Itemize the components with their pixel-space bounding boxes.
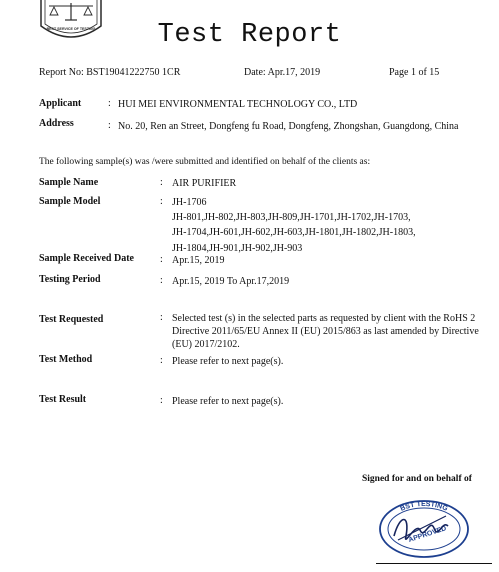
- sample-name-value: AIR PURIFIER: [172, 178, 237, 189]
- test-requested-colon: :: [160, 312, 163, 323]
- address-label: Address: [39, 118, 74, 129]
- sample-received-date-colon: :: [160, 254, 163, 265]
- report-date-label: Date:: [244, 67, 266, 78]
- intro-text: The following sample(s) was /were submitted and identified on behalf of the clients as:: [39, 157, 371, 167]
- sample-model-label: Sample Model: [39, 196, 101, 207]
- sample-name-colon: :: [160, 177, 163, 188]
- signature-line: [376, 563, 492, 564]
- sample-received-date-label: Sample Received Date: [39, 253, 134, 264]
- testing-period-value: Apr.15, 2019 To Apr.17,2019: [172, 276, 290, 287]
- test-requested-line: (EU) 2017/2102.: [172, 339, 240, 351]
- report-number: [39, 67, 180, 78]
- signed-on-behalf-text: Signed for and on behalf of: [362, 474, 472, 484]
- page-title: Test Report: [157, 20, 342, 50]
- test-requested-value: [172, 312, 497, 352]
- sample-name-label: Sample Name: [39, 177, 99, 188]
- testing-period-colon: :: [160, 275, 163, 286]
- report-number-value: BST19041222750 1CR: [86, 67, 181, 78]
- applicant-value: HUI MEI ENVIRONMENTAL TECHNOLOGY CO., LTD: [118, 99, 358, 110]
- test-requested-line: Directive 2011/65/EU Annex II (EU) 2015/863 as last amended by Directive: [172, 326, 479, 338]
- testing-period-label: Testing Period: [39, 274, 101, 285]
- sample-model-line: JH-1704,JH-601,JH-602,JH-603,JH-1801,JH-1802,JH-1803,: [172, 227, 416, 239]
- address-value: No. 20, Ren an Street, Dongfeng fu Road, Dongfeng, Zhongshan, Guangdong, China: [118, 121, 459, 132]
- report-date-value: Apr.17, 2019: [267, 67, 321, 78]
- address-colon: :: [108, 120, 111, 131]
- sample-model-line: JH-1804,JH-901,JH-902,JH-903: [172, 242, 303, 254]
- test-requested-label: Test Requested: [39, 314, 104, 325]
- sample-received-date-value: Apr.15, 2019: [172, 255, 225, 266]
- report-number-label: Report No:: [39, 67, 84, 78]
- approval-stamp: [376, 496, 472, 562]
- stamp-text: BST TESTING: [399, 500, 449, 513]
- sample-model-list: [172, 196, 416, 255]
- test-method-colon: :: [160, 355, 163, 366]
- page-number: Page 1 of 15: [389, 67, 440, 78]
- applicant-label: Applicant: [39, 98, 82, 109]
- test-result-colon: :: [160, 395, 163, 406]
- test-result-value: Please refer to next page(s).: [172, 396, 284, 407]
- sample-model-line: JH-1706: [172, 197, 207, 208]
- test-method-label: Test Method: [39, 354, 93, 365]
- sample-model-colon: :: [160, 196, 163, 207]
- test-result-label: Test Result: [39, 394, 87, 405]
- report-date: [244, 67, 320, 78]
- stamp-subtext: APPROVED: [407, 525, 448, 544]
- logo-text: BEST SERVICE OF TESTING: [46, 27, 96, 31]
- applicant-colon: :: [108, 98, 111, 109]
- sample-model-line: JH-801,JH-802,JH-803,JH-809,JH-1701,JH-1702,JH-1703,: [172, 212, 411, 224]
- test-method-value: Please refer to next page(s).: [172, 356, 284, 367]
- test-requested-line: Selected test (s) in the selected parts as requested by client with the RoHS 2: [172, 313, 476, 324]
